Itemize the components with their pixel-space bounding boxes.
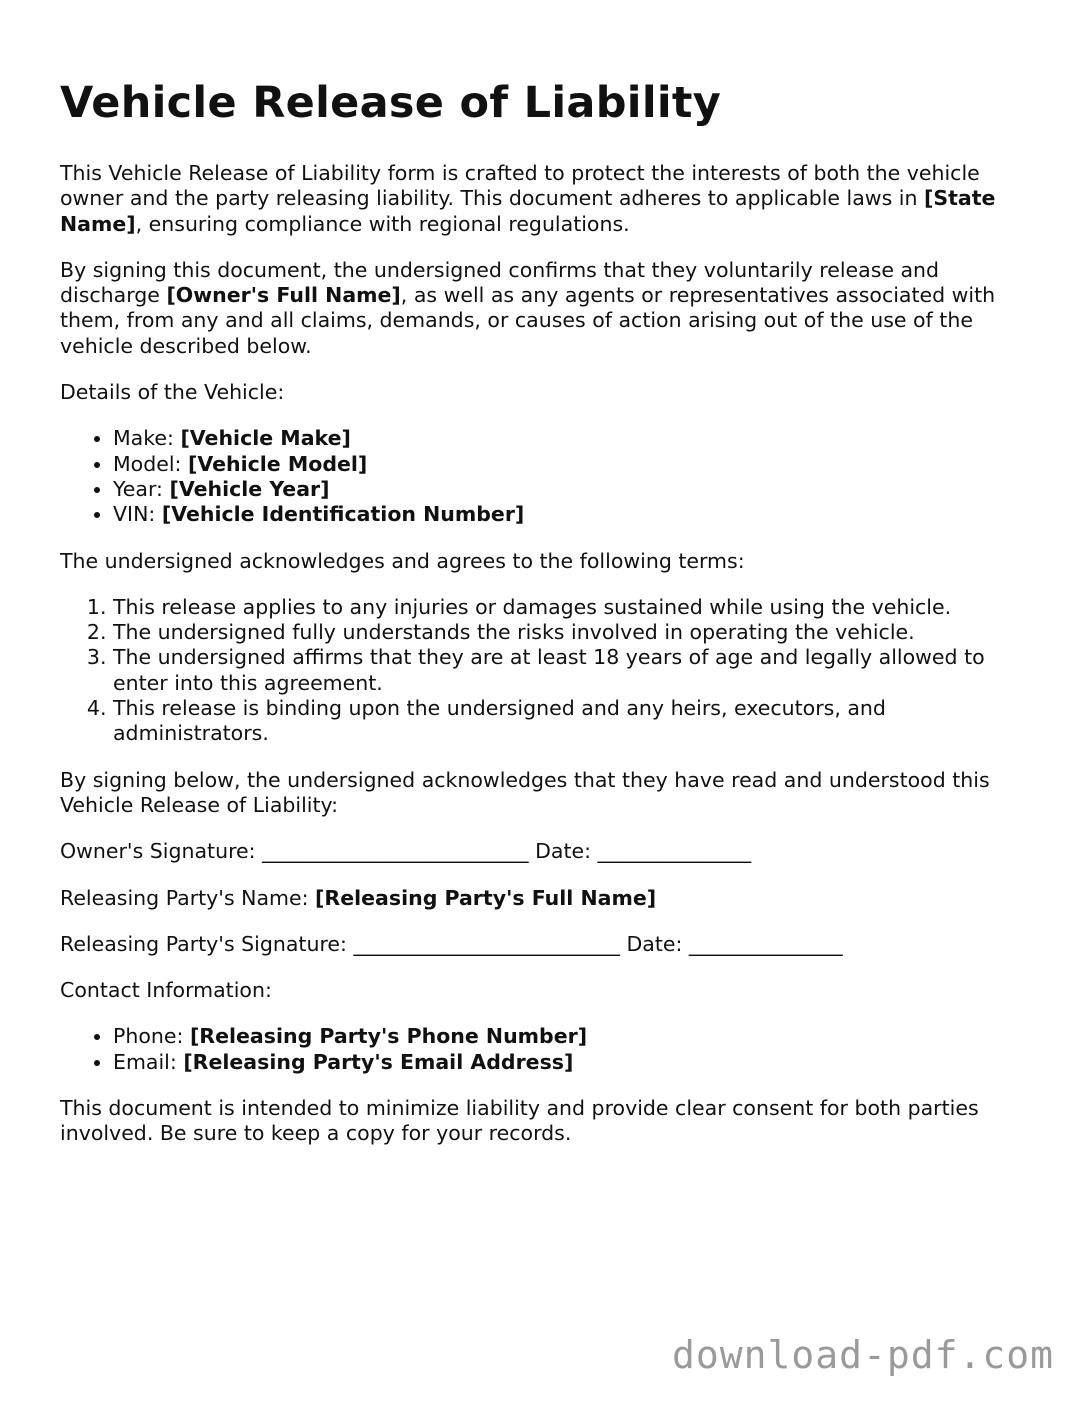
item-label: Model: <box>113 451 188 476</box>
closing-paragraph: This document is intended to minimize liability and provide clear consent for both parties involved. Be sure to keep a copy for your records. <box>60 1096 979 1146</box>
vehicle-model-item <box>113 452 1035 477</box>
terms-list <box>60 595 1035 747</box>
item-label: Year: <box>113 476 170 501</box>
release-text-2: , as well as any agents or representatives associated with them, from any and all claims, demands, or causes of action arising out of the use of the vehicle described below. <box>60 283 996 358</box>
release-paragraph <box>60 258 1035 359</box>
vehicle-vin-item <box>113 502 1035 527</box>
item-value: [Releasing Party's Phone Number] <box>189 1024 588 1049</box>
term-item: 2. The undersigned fully understands the risks involved in operating the vehicle. <box>113 620 1035 645</box>
watermark: download-pdf.com <box>671 1333 1054 1377</box>
releasing-party-name-line <box>60 886 1035 911</box>
release-text-1: By signing this document, the undersigned confirms that they voluntarily release and discharge <box>60 257 940 308</box>
owner-signature-line: Owner's Signature: __________________________ Date: _______________ <box>60 839 752 864</box>
contact-list <box>60 1024 1035 1075</box>
term-item: 1. This release applies to any injuries or damages sustained while using the vehicle. <box>113 595 1035 620</box>
releasing-name-label: Releasing Party's Name: <box>60 885 316 910</box>
intro-paragraph <box>60 161 1035 237</box>
item-value: [Vehicle Year] <box>169 476 330 501</box>
terms-heading: The undersigned acknowledges and agrees to the following terms: <box>60 548 745 573</box>
contact-heading: Contact Information: <box>60 978 272 1003</box>
document-title: Vehicle Release of Liability <box>60 78 722 128</box>
vehicle-details-list <box>60 426 1035 527</box>
intro-text-1: This Vehicle Release of Liability form is crafted to protect the interests of both the vehicle owner and the party releasing liability. This document adheres to applicable laws in <box>60 161 980 211</box>
term-item: 3. The undersigned affirms that they are at least 18 years of age and legally allowed to enter into this agreement. <box>113 645 1035 696</box>
contact-phone-item <box>113 1024 1035 1049</box>
intro-text-2: , ensuring compliance with regional regulations. <box>135 211 630 236</box>
contact-email-item <box>113 1050 1035 1075</box>
vehicle-year-item <box>113 477 1035 502</box>
document-page <box>60 78 1035 1168</box>
vehicle-details-heading: Details of the Vehicle: <box>60 380 285 405</box>
term-item: 4. This release is binding upon the undersigned and any heirs, executors, and administrators. <box>113 696 1035 747</box>
item-label: VIN: <box>113 502 162 527</box>
item-value: [Vehicle Model] <box>187 451 368 476</box>
item-value: [Vehicle Make] <box>180 426 351 451</box>
releasing-party-signature-line: Releasing Party's Signature: __________________________ Date: _______________ <box>60 931 843 956</box>
item-label: Email: <box>113 1049 184 1074</box>
vehicle-make-item <box>113 426 1035 451</box>
item-label: Phone: <box>113 1024 190 1049</box>
owner-name-placeholder: [Owner's Full Name] <box>166 283 401 308</box>
acknowledgement-paragraph: By signing below, the undersigned acknowledges that they have read and understood this Vehicle Release of Liability: <box>60 767 990 817</box>
item-value: [Vehicle Identification Number] <box>161 502 525 527</box>
state-name-placeholder: [State Name] <box>60 186 996 236</box>
item-value: [Releasing Party's Email Address] <box>183 1049 574 1074</box>
item-label: Make: <box>113 426 181 451</box>
releasing-name-placeholder: [Releasing Party's Full Name] <box>315 885 657 910</box>
